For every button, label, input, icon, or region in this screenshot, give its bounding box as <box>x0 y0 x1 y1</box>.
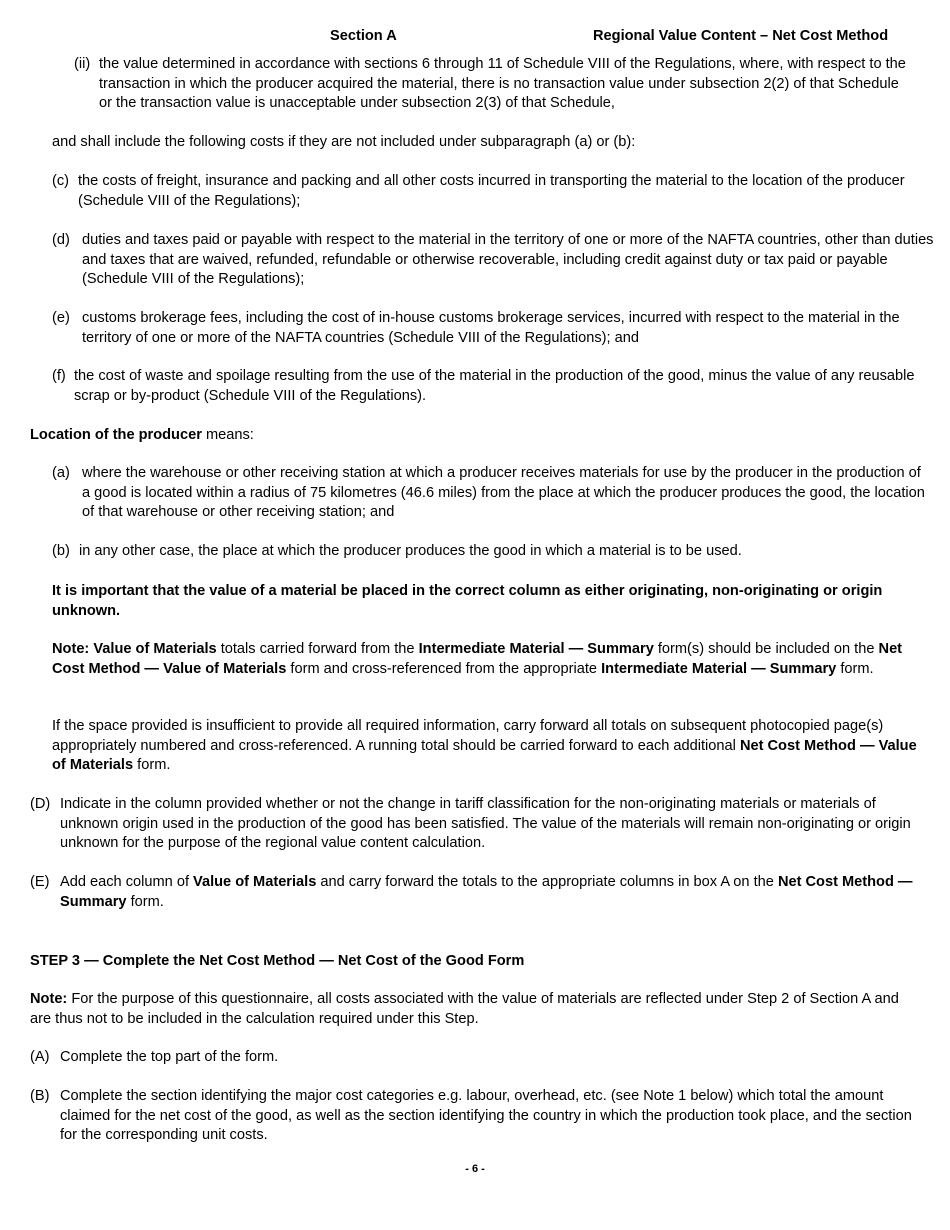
item-ii-text: the value determined in accordance with sections 6 through 11 of Schedule VIII of the Regulations, where, with respect to the transaction in which the producer acquired the material, there is no transaction value under subsection 2(2) of that Schedule or the transaction value is unacceptable under subsection 2(3) of that Schedule, <box>99 56 906 112</box>
step3-heading: STEP 3 — Complete the Net Cost Method — Net Cost of the Good Form <box>30 953 525 969</box>
include-costs-intro: and shall include the following costs if they are not included under subparagraph (a) or (b): <box>52 134 636 150</box>
value-of-materials-note: Note: Value of Materials totals carried forward from the Intermediate Material — Summary form(s) should be included on the Net Cost Method — Value of Materials form and cross-referenced from the appropriate Intermediate Material — Summary form. <box>52 641 903 677</box>
cost-item-d: (d) duties and taxes paid or payable with respect to the material in the territory of one or more of the NAFTA countries, other than duties and taxes that are waived, refunded, refundable or otherwise recoverable, including credit against duty or tax paid or payable (Schedule VIII of the Regulations); <box>52 232 934 288</box>
step3-note: Note: For the purpose of this questionnaire, all costs associated with the value of materials are reflected under Step 2 of Section A and are thus not to be included in the calculation required under this Step. <box>30 991 899 1027</box>
insufficient-space-paragraph: If the space provided is insufficient to provide all required information, carry forward all totals on subsequent photocopied page(s) appropriately numbered and cross-referenced. A running total should be carried forward to each additional Net Cost Method — Value of Materials form. <box>52 718 917 774</box>
item-ii-label: (ii) <box>74 56 91 72</box>
item-D: (D) Indicate in the column provided whether or not the change in tariff classification for the non-originating materials or materials of unknown origin used in the production of the good has been satisfied. The value of the materials will remain non-originating or origin unknown for the purpose of the regional value content calculation. <box>30 796 911 852</box>
important-note: It is important that the value of a material be placed in the correct column as either originating, non-originating or origin unknown. <box>52 583 883 619</box>
item-E: (E) Add each column of Value of Materials and carry forward the totals to the appropriate columns in box A on the Net Cost Method — Summary form. <box>30 874 913 910</box>
page-number: - 6 - <box>465 1163 485 1175</box>
step3-item-A: (A) Complete the top part of the form. <box>30 1049 279 1065</box>
location-term: Location of the producer <box>30 427 202 443</box>
location-item-b: (b) in any other case, the place at which the producer produces the good in which a material is to be used. <box>52 543 742 559</box>
header-section-label: Section A <box>330 28 397 44</box>
item-ii <box>74 55 915 114</box>
location-definition: Location of the producer means: <box>30 427 254 443</box>
header-method-title: Regional Value Content – Net Cost Method <box>593 28 889 44</box>
cost-item-f: (f) the cost of waste and spoilage resulting from the use of the material in the production of the good, minus the value of any reusable scrap or by-product (Schedule VIII of the Regulations). <box>52 368 915 404</box>
cost-item-c: (c) the costs of freight, insurance and packing and all other costs incurred in transporting the material to the location of the producer (Schedule VIII of the Regulations); <box>52 173 905 209</box>
cost-item-e: (e) customs brokerage fees, including the cost of in-house customs brokerage services, incurred with respect to the material in the territory of one or more of the NAFTA countries (Schedule VIII of the Regulations); and <box>52 310 900 346</box>
step3-item-B: (B) Complete the section identifying the major cost categories e.g. labour, overhead, etc. (see Note 1 below) which total the amount claimed for the net cost of the good, as well as the section identifying the country in which the production took place, and the section for the corresponding unit costs. <box>30 1088 912 1144</box>
location-item-a: (a) where the warehouse or other receiving station at which a producer receives materials for use by the producer in the production of a good is located within a radius of 75 kilometres (46.6 miles) from the place at which the producer produces the good, the location of that warehouse or other receiving station; and <box>52 465 925 521</box>
